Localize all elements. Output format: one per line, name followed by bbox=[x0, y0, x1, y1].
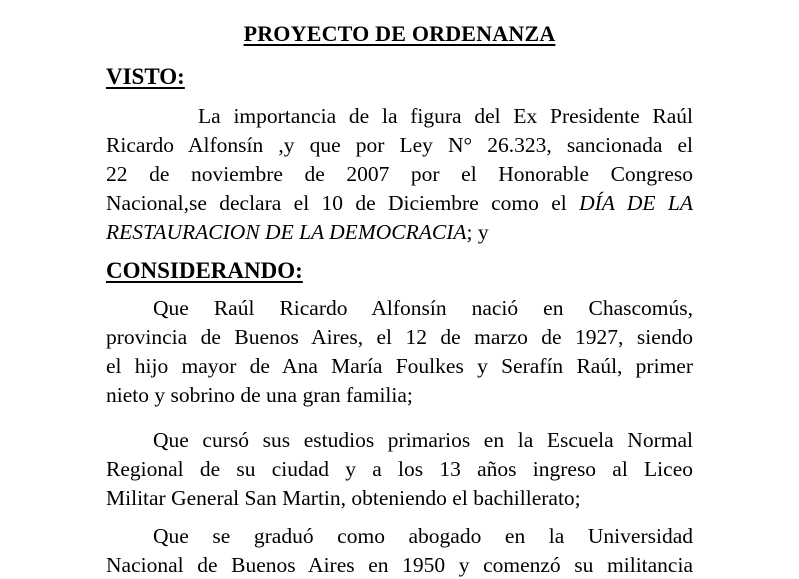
visto-line-4-text: Nacional,se declara el 10 de Diciembre como el bbox=[106, 191, 580, 215]
considerando-p2-line-2: Regional de su ciudad y a los 13 años ingreso al Liceo bbox=[106, 457, 693, 481]
visto-italic-day: DÍA DE LA bbox=[579, 191, 693, 215]
considerando-p2-line-1: Que cursó sus estudios primarios en la Escuela Normal bbox=[153, 428, 693, 452]
considerando-p3-line-1: Que se graduó como abogado en la Universidad bbox=[153, 524, 693, 548]
considerando-p2-line-3: Militar General San Martin, obteniendo el bachillerato; bbox=[106, 486, 581, 510]
visto-heading: VISTO: bbox=[106, 64, 185, 89]
visto-line-1: La importancia de la figura del Ex Presidente Raúl bbox=[198, 104, 693, 128]
visto-italic-restauracion: RESTAURACION DE LA DEMOCRACIA bbox=[106, 220, 467, 244]
considerando-p1-line-3: el hijo mayor de Ana María Foulkes y Serafín Raúl, primer bbox=[106, 354, 693, 378]
considerando-p1-line-2: provincia de Buenos Aires, el 12 de marzo de 1927, siendo bbox=[106, 325, 693, 349]
visto-line-2: Ricardo Alfonsín ,y que por Ley N° 26.323, sancionada el bbox=[106, 133, 693, 157]
visto-line-4 bbox=[106, 189, 693, 218]
considerando-heading: CONSIDERANDO: bbox=[106, 258, 303, 283]
considerando-p1-line-1: Que Raúl Ricardo Alfonsín nació en Chascomús, bbox=[153, 296, 693, 320]
considerando-p1-line-4: nieto y sobrino de una gran familia; bbox=[106, 383, 413, 407]
considerando-paragraph-2 bbox=[106, 426, 693, 513]
visto-line-5-tail: ; y bbox=[466, 220, 489, 244]
visto-line-3: 22 de noviembre de 2007 por el Honorable Congreso bbox=[106, 162, 693, 186]
visto-paragraph bbox=[106, 102, 693, 247]
visto-line-5 bbox=[106, 218, 693, 247]
document-title: PROYECTO DE ORDENANZA bbox=[243, 21, 556, 46]
considerando-p3-line-2: Nacional de Buenos Aires en 1950 y comenzó su militancia bbox=[106, 553, 693, 577]
considerando-paragraph-3 bbox=[106, 522, 693, 579]
considerando-paragraph-1 bbox=[106, 294, 693, 410]
